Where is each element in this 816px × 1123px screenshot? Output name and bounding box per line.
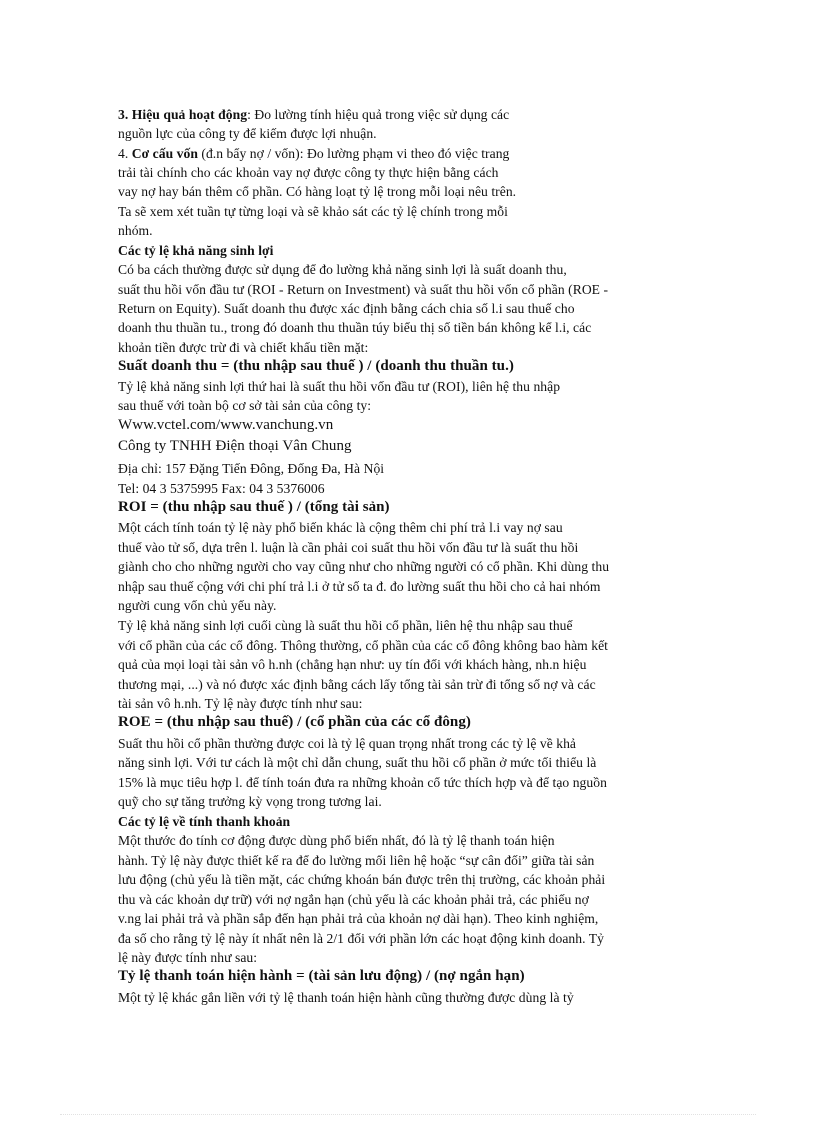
text-line: đa số cho rằng tỷ lệ này ít nhất nên là 2/1 đối với phần lớn các hoạt động kinh doanh. Tỷ [118, 931, 604, 946]
text-line: Một cách tính toán tỷ lệ này phổ biến khác là cộng thêm chi phí trả l.i vay nợ sau [118, 520, 563, 535]
text-line: Return on Equity). Suất doanh thu được xác định bằng cách chia số l.i sau thuế cho [118, 301, 575, 316]
text-line: năng sinh lợi. Với tư cách là một chỉ dẫn chung, suất thu hồi cổ phần ở mức tối thiểu là [118, 755, 597, 770]
company-address: Địa chỉ: 157 Đặng Tiến Đông, Đống Đa, Hà Nội [118, 461, 385, 476]
text-line: với cổ phần của các cổ đông. Thông thường, cổ phần của các cổ đông không bao hàm kết [118, 638, 608, 653]
heading-liquidity-ratios: Các tỷ lệ về tính thanh khoản [118, 814, 291, 829]
heading-profitability-ratios: Các tỷ lệ khả năng sinh lợi [118, 243, 274, 258]
formula-current-ratio: Tỷ lệ thanh toán hiện hành = (tài sản lưu động) / (nợ ngắn hạn) [118, 968, 525, 984]
text-line: Tỷ lệ khả năng sinh lợi thứ hai là suất thu hồi vốn đầu tư (ROI), liên hệ thu nhập [118, 379, 561, 394]
text-line: nguồn lực của công ty để kiếm được lợi nhuận. [118, 126, 377, 141]
text-line: giành cho cho những người cho vay cũng như cho những người có cổ phần. Khi dùng thu [118, 559, 610, 574]
text-line: lệ này được tính như sau: [118, 950, 258, 965]
text-line: quả của mọi loại tài sản vô h.nh (chẳng hạn như: uy tín đối với khách hàng, nh.n hiệu [118, 657, 587, 672]
page-bottom-divider [60, 1114, 756, 1115]
section-4-line [118, 144, 509, 163]
text-line: hành. Tỷ lệ này được thiết kế ra để đo lường mối liên hệ hoặc “sự cân đối” giữa tài sản [118, 853, 595, 868]
text-line: Tỷ lệ khả năng sinh lợi cuối cùng là suất thu hồi cổ phần, liên hệ thu nhập sau thuế [118, 618, 573, 633]
formula-profit-margin: Suất doanh thu = (thu nhập sau thuế ) / (doanh thu thuần tu.) [118, 358, 514, 374]
website-link[interactable]: Www.vctel.com/www.vanchung.vn [118, 417, 334, 433]
text-line: nhóm. [118, 223, 153, 238]
text-line: doanh thu thuần tu., trong đó doanh thu thuần túy biểu thị số tiền bán không kể l.i, các [118, 320, 592, 335]
text-line: thuế vào tử số, dựa trên l. luận là cần phải coi suất thu hồi vốn đầu tư là suất thu hồi [118, 540, 579, 555]
company-name: Công ty TNHH Điện thoại Vân Chung [118, 438, 352, 454]
text-line: Một thước đo tính cơ động được dùng phổ biến nhất, đó là tỷ lệ thanh toán hiện [118, 833, 555, 848]
text-line: nhập sau thuế cộng với chi phí trả l.i ở tử số ta đ. đo lường suất thu hồi cho cả hai nhóm [118, 579, 601, 594]
section-4-heading: Cơ cấu vốn [131, 146, 198, 161]
text-line: Có ba cách thường được sử dụng để đo lường khả năng sinh lợi là suất doanh thu, [118, 262, 567, 277]
text-line: lưu động (chủ yếu là tiền mặt, các chứng khoán bán được trên thị trường, các khoản phải [118, 872, 606, 887]
text-line: thu và các khoản dự trữ) với nợ ngắn hạn (chủ yếu là các khoản phải trả, các phiếu nợ [118, 892, 589, 907]
formula-roe: ROE = (thu nhập sau thuế) / (cổ phần của các cổ đông) [118, 714, 471, 730]
text-line: trải tài chính cho các khoản vay nợ được công ty thực hiện bằng cách [118, 165, 499, 180]
section-3-text: : Đo lường tính hiệu quả trong việc sử dụng các [247, 107, 510, 122]
section-4-number: 4. [118, 146, 129, 161]
text-line: 15% là mục tiêu hợp l. để tính toán đưa ra những khoản cổ tức thích hợp và để tạo nguồn [118, 775, 607, 790]
text-line: v.ng lai phải trả và phần sắp đến hạn phải trả của khoản nợ dài hạn). Theo kinh nghiệm, [118, 911, 599, 926]
text-line: quỹ cho sự tăng trưởng kỳ vọng trong tương lai. [118, 794, 382, 809]
company-phone: Tel: 04 3 5375995 Fax: 04 3 5376006 [118, 481, 325, 496]
text-line: vay nợ hay bán thêm cổ phần. Có hàng loạt tỷ lệ trong mỗi loại nêu trên. [118, 184, 517, 199]
text-line: sau thuế với toàn bộ cơ sở tài sản của công ty: [118, 398, 372, 413]
section-3-heading: 3. Hiệu quả hoạt động [118, 107, 248, 122]
section-4-text: (đ.n bẩy nợ / vốn): Đo lường phạm vi theo đó việc trang [197, 146, 510, 161]
text-line: suất thu hồi vốn đầu tư (ROI - Return on Investment) và suất thu hồi vốn cổ phần (ROE - [118, 282, 609, 297]
text-line: khoản tiền được trừ đi và chiết khấu tiền mặt: [118, 340, 369, 355]
formula-roi: ROI = (thu nhập sau thuế ) / (tổng tài sản) [118, 499, 390, 515]
text-line: Một tỷ lệ khác gắn liền với tỷ lệ thanh toán hiện hành cũng thường được dùng là tỷ [118, 990, 574, 1005]
section-3-line [118, 105, 509, 124]
text-line: tài sản vô h.nh. Tỷ lệ này được tính như sau: [118, 696, 363, 711]
text-line: người cung vốn chủ yếu này. [118, 598, 277, 613]
text-line: thương mại, ...) và nó được xác định bằng cách lấy tổng tài sản trừ đi tổng số nợ và các [118, 677, 596, 692]
text-line: Suất thu hồi cổ phần thường được coi là tỷ lệ quan trọng nhất trong các tỷ lệ về khả [118, 736, 577, 751]
text-line: Ta sẽ xem xét tuần tự từng loại và sẽ khảo sát các tỷ lệ chính trong mỗi [118, 204, 508, 219]
